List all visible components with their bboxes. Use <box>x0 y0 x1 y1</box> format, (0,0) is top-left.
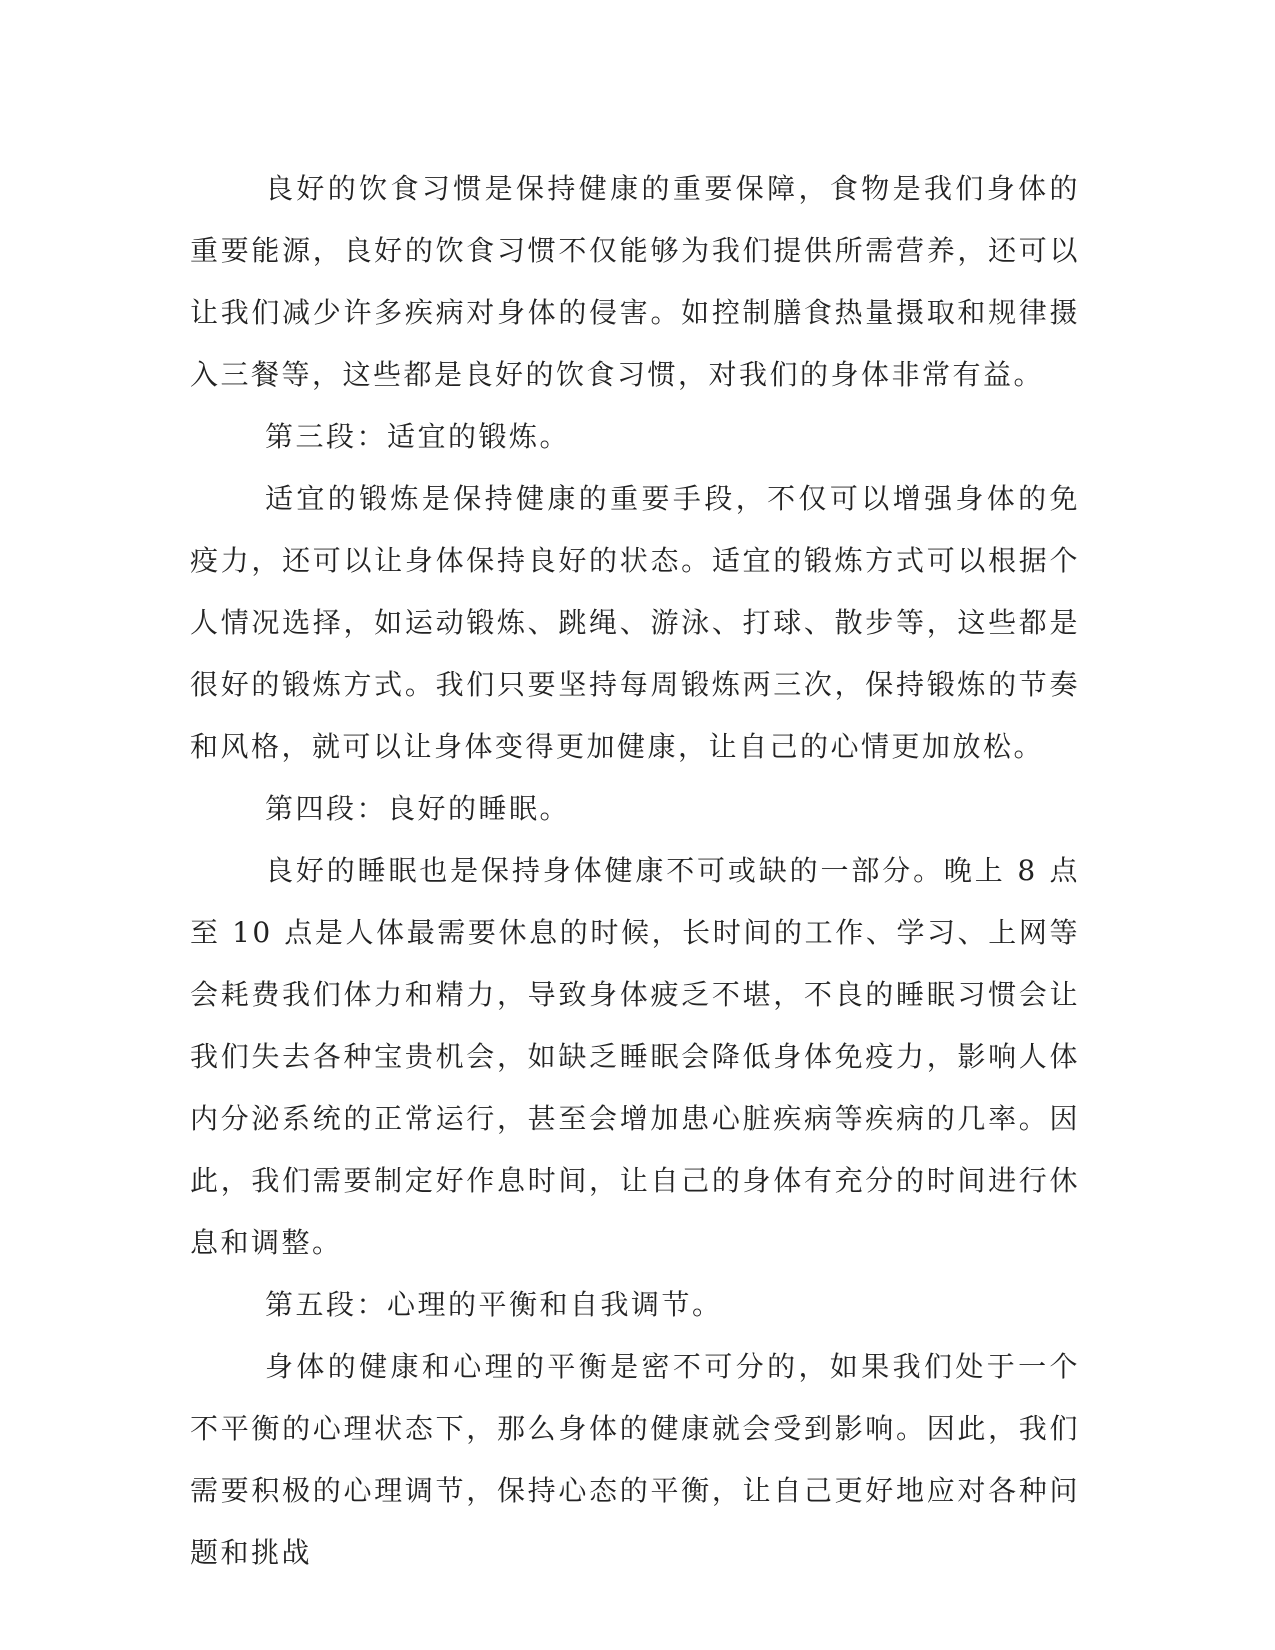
paragraph-mental-balance: 身体的健康和心理的平衡是密不可分的，如果我们处于一个不平衡的心理状态下，那么身体的健康就会受到影响。因此，我们需要积极的心理调节，保持心态的平衡，让自己更好地应对各种问题和挑战 <box>190 1350 1080 1569</box>
paragraph-sleep: 良好的睡眠也是保持身体健康不可或缺的一部分。晚上 8 点至 10 点是人体最需要休息的时候，长时间的工作、学习、上网等会耗费我们体力和精力，导致身体疲乏不堪，不良的睡眠习惯会让我们失去各种宝贵机会，如缺乏睡眠会降低身体免疫力，影响人体内分泌系统的正常运行，甚至会增加患心脏疾病等疾病的几率。因此，我们需要制定好作息时间，让自己的身体有充分的时间进行休息和调整。 <box>190 854 1080 1259</box>
paragraph-exercise: 适宜的锻炼是保持健康的重要手段，不仅可以增强身体的免疫力，还可以让身体保持良好的状态。适宜的锻炼方式可以根据个人情况选择，如运动锻炼、跳绳、游泳、打球、散步等，这些都是很好的锻炼方式。我们只要坚持每周锻炼两三次，保持锻炼的节奏和风格，就可以让身体变得更加健康，让自己的心情更加放松。 <box>190 482 1080 763</box>
section-heading-exercise: 第三段：适宜的锻炼。 <box>265 420 571 453</box>
paragraph-diet: 良好的饮食习惯是保持健康的重要保障，食物是我们身体的重要能源，良好的饮食习惯不仅能够为我们提供所需营养，还可以让我们减少许多疾病对身体的侵害。如控制膳食热量摄取和规律摄入三餐等，这些都是良好的饮食习惯，对我们的身体非常有益。 <box>190 172 1080 391</box>
section-heading-mental-balance: 第五段：心理的平衡和自我调节。 <box>265 1288 723 1321</box>
document-body <box>190 158 1080 1584</box>
section-heading-sleep: 第四段：良好的睡眠。 <box>265 792 571 825</box>
